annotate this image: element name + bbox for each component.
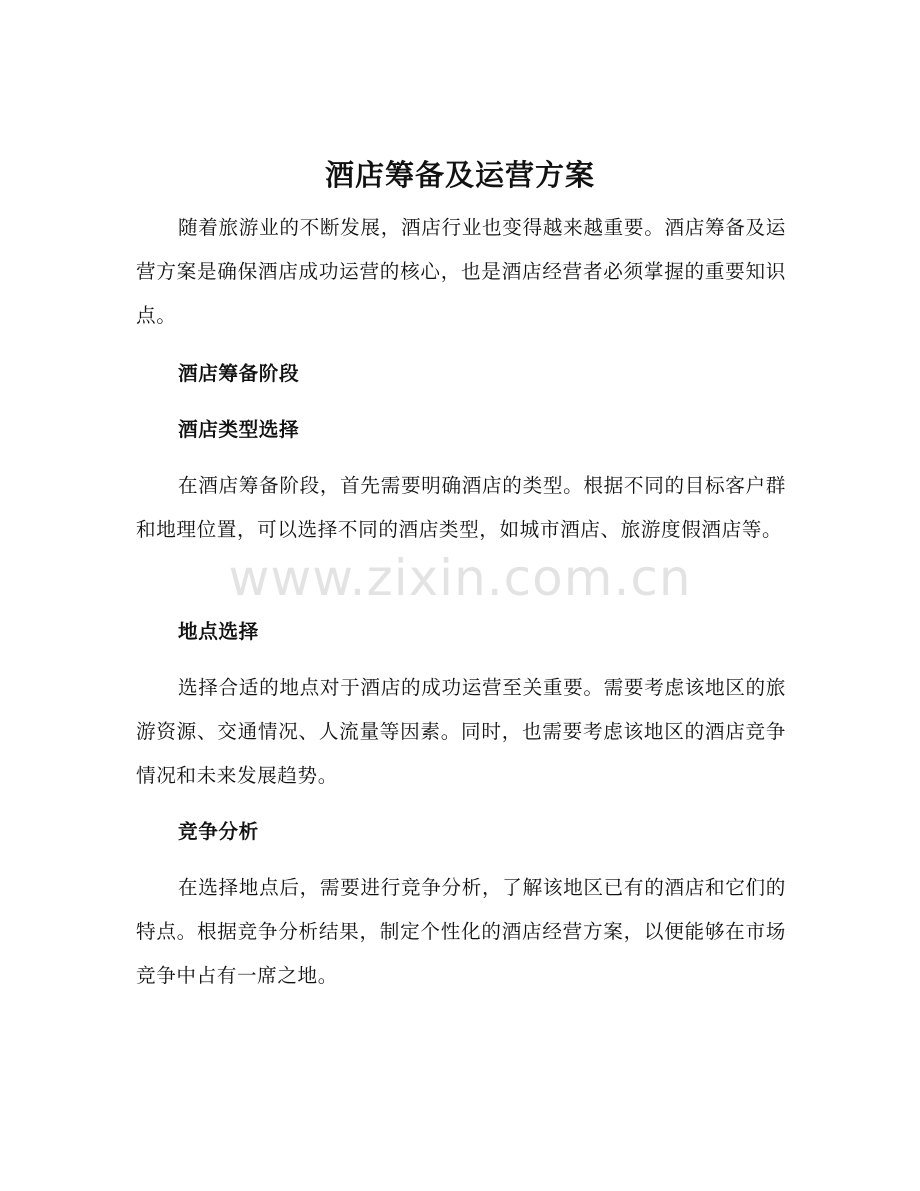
subsection-heading-competition: 竞争分析 [178, 820, 259, 843]
paragraph-competition: 在选择地点后，需要进行竞争分析，了解该地区已有的酒店和它们的特点。根据竞争分析结果，制定个性化的酒店经营方案，以便能够在市场竞争中占有一席之地。 [136, 876, 786, 987]
intro-paragraph: 随着旅游业的不断发展，酒店行业也变得越来越重要。酒店筹备及运营方案是确保酒店成功运营的核心，也是酒店经营者必须掌握的重要知识点。 [136, 216, 786, 327]
paragraph-location: 选择合适的地点对于酒店的成功运营至关重要。需要考虑该地区的旅游资源、交通情况、人流量等因素。同时，也需要考虑该地区的酒店竞争情况和未来发展趋势。 [136, 676, 786, 787]
subsection-heading-hotel-type: 酒店类型选择 [178, 418, 300, 441]
watermark: www.zixin.com.cn [228, 549, 692, 607]
paragraph-hotel-type: 在酒店筹备阶段，首先需要明确酒店的类型。根据不同的目标客户群和地理位置，可以选择不同的酒店类型，如城市酒店、旅游度假酒店等。 [136, 474, 786, 541]
subsection-heading-location: 地点选择 [178, 620, 259, 643]
section-heading: 酒店筹备阶段 [178, 362, 300, 385]
document-title: 酒店筹备及运营方案 [324, 158, 595, 192]
